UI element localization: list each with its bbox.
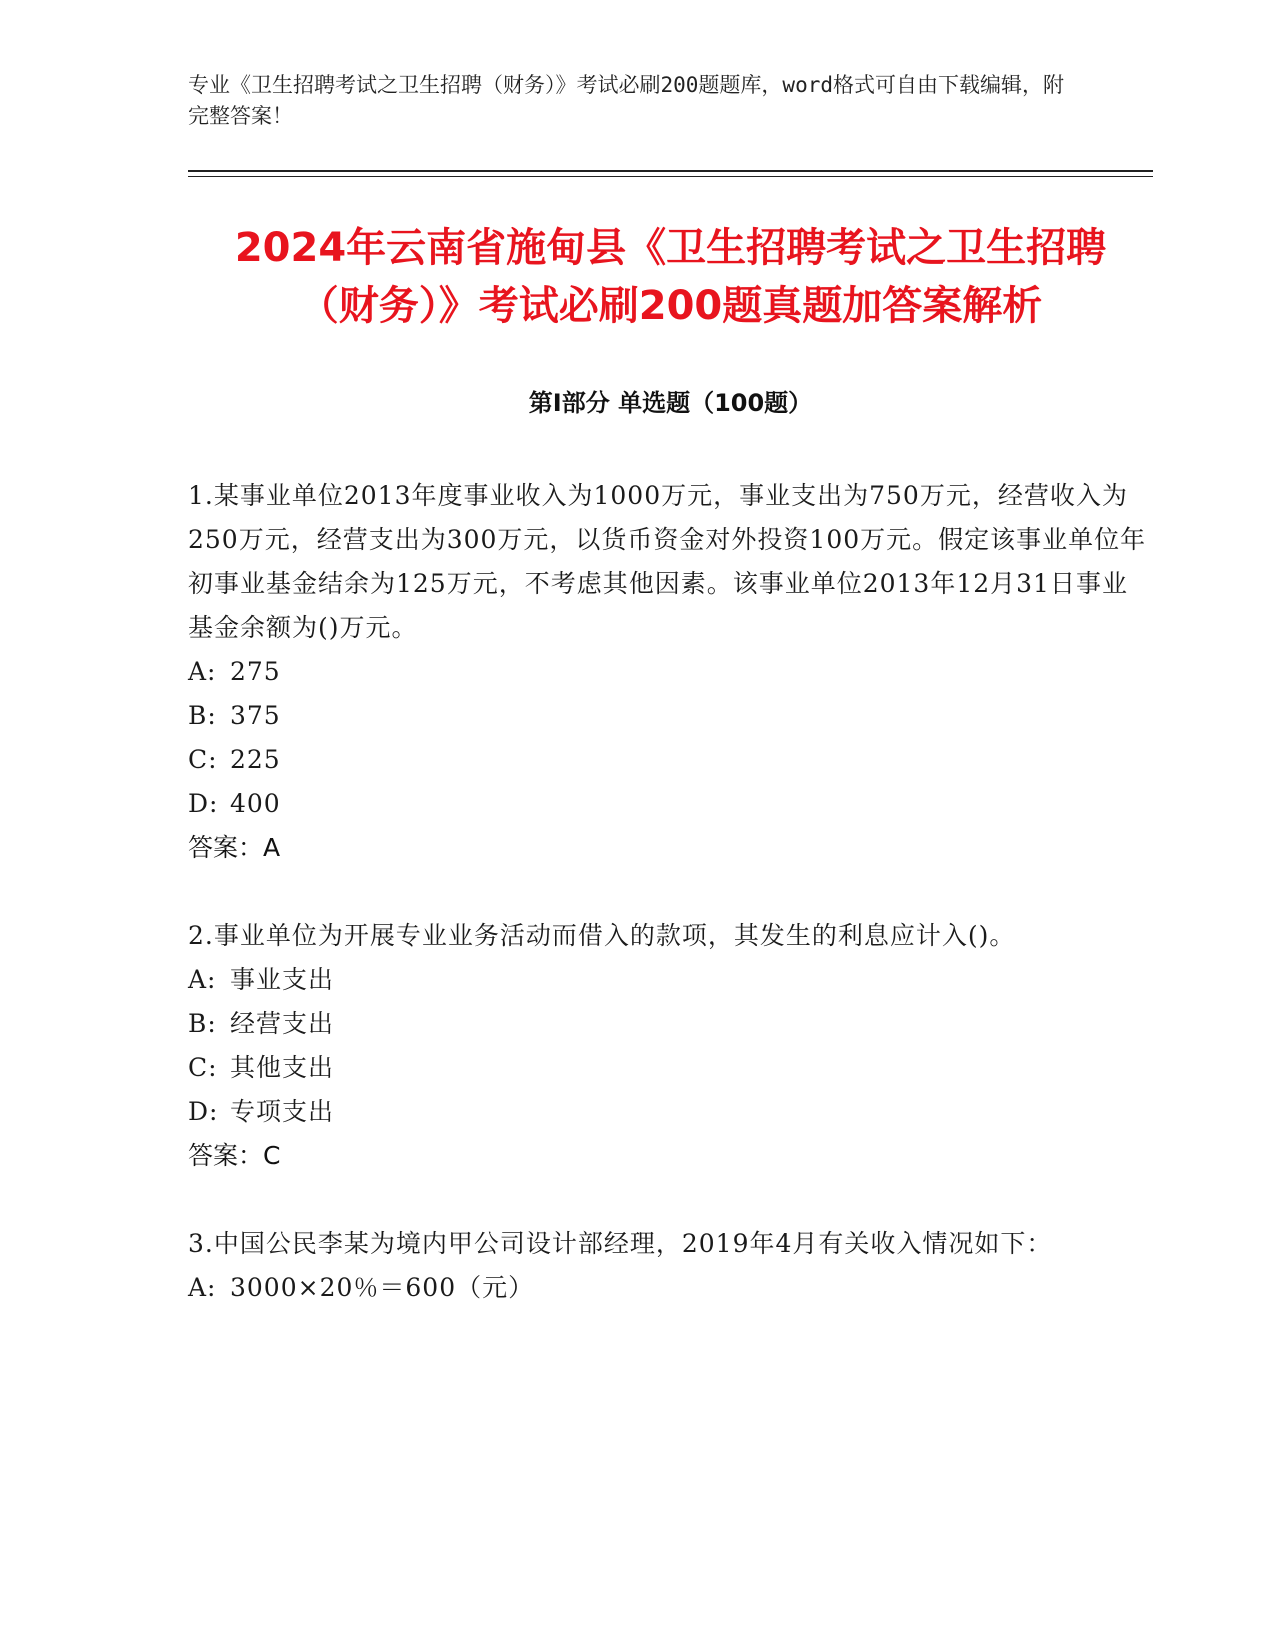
option-text: 其他支出	[230, 1053, 335, 1082]
option-letter: C:	[188, 745, 218, 774]
option-letter: D:	[188, 1097, 219, 1126]
option-c	[188, 1046, 1153, 1090]
question-1	[188, 474, 1153, 870]
option-text: 375	[230, 701, 281, 730]
option-c	[188, 738, 1153, 782]
option-a	[188, 650, 1153, 694]
document-title: 2024年云南省施甸县《卫生招聘考试之卫生招聘（财务）》考试必刷200题真题加答案解析	[234, 225, 1107, 329]
option-letter: B:	[188, 1009, 217, 1038]
option-b	[188, 1002, 1153, 1046]
header-divider-thick	[188, 170, 1153, 172]
option-text: 经营支出	[230, 1009, 335, 1038]
question-answer: 答案：C	[188, 1141, 281, 1170]
option-letter: A:	[188, 965, 217, 994]
option-d	[188, 782, 1153, 826]
option-a	[188, 1266, 1153, 1310]
header-divider-thin	[188, 176, 1153, 177]
option-d	[188, 1090, 1153, 1134]
question-text: 3.中国公民李某为境内甲公司设计部经理，2019年4月有关收入情况如下：	[188, 1229, 1053, 1258]
header-note: 专业《卫生招聘考试之卫生招聘（财务）》考试必刷200题题库，word格式可自由下载编辑，附完整答案！	[188, 73, 1064, 128]
question-2	[188, 914, 1153, 1178]
section-title: 第Ⅰ部分 单选题（100题）	[528, 389, 813, 417]
question-text: 2.事业单位为开展专业业务活动而借入的款项，其发生的利息应计入()。	[188, 921, 1016, 950]
question-text: 1.某事业单位2013年度事业收入为1000万元，事业支出为750万元，经营收入为250万元，经营支出为300万元，以货币资金对外投资100万元。假定该事业单位年初事业基金结余为125万元，不考虑其他因素。该事业单位2013年12月31日事业基金余额为()万元。	[188, 481, 1147, 642]
option-text: 400	[230, 789, 281, 818]
option-letter: B:	[188, 701, 217, 730]
question-3	[188, 1222, 1153, 1310]
question-answer: 答案：A	[188, 833, 281, 862]
document-page	[188, 70, 1153, 1310]
option-letter: C:	[188, 1053, 218, 1082]
option-letter: D:	[188, 789, 219, 818]
option-letter: A:	[188, 1273, 217, 1302]
option-b	[188, 694, 1153, 738]
option-text: 事业支出	[230, 965, 335, 994]
option-text: 专项支出	[230, 1097, 335, 1126]
option-text: 275	[230, 657, 281, 686]
option-a	[188, 958, 1153, 1002]
option-letter: A:	[188, 657, 217, 686]
option-text: 225	[230, 745, 281, 774]
option-text: 3000×20％＝600（元）	[230, 1273, 535, 1302]
